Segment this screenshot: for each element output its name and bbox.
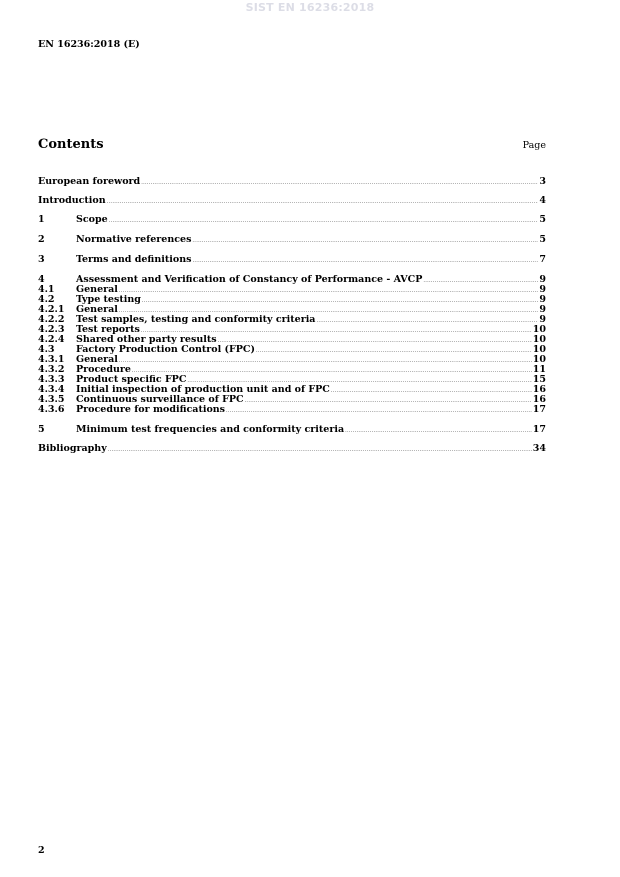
toc-entry-title: Test reports [76,324,140,335]
toc-entry-page: 17 [532,424,546,435]
document-id: EN 16236:2018 (E) [38,39,140,50]
toc-entry-page: 3 [539,176,546,187]
toc-entry-bibliography[interactable] [38,444,546,454]
toc-entry-page: 10 [532,334,546,345]
toc-entry-page: 11 [532,364,546,375]
toc-entry-scope[interactable] [38,215,546,225]
toc-entry-page: 10 [532,354,546,365]
toc-entry-page: 5 [539,234,546,245]
toc-leader-dots [107,197,539,207]
toc-leader-dots [256,346,532,356]
page-column-label: Page [522,140,546,151]
toc-entry-title: Procedure for modifications [76,404,226,415]
toc-leader-dots [423,276,538,286]
toc-entry-title: Terms and definitions [76,254,192,265]
toc-entry-terms-and-definitions[interactable] [38,255,546,265]
toc-entry-4-3-6[interactable] [38,405,546,415]
toc-entry-page: 9 [539,304,546,315]
toc-entry-number: 4.3 [38,344,55,355]
toc-entry-title: Minimum test frequencies and conformity criteria [76,424,345,435]
toc-entry-number: 4.2 [38,294,55,305]
toc-entry-minimum-test-frequencies[interactable] [38,425,546,435]
toc-entry-number: 4.1 [38,284,55,295]
toc-leader-dots [245,396,532,406]
toc-entry-number: 5 [38,424,45,435]
toc-entry-number: 4.3.1 [38,354,65,365]
toc-leader-dots [226,406,532,416]
toc-entry-normative-references[interactable] [38,235,546,245]
toc-entry-page: 15 [532,374,546,385]
toc-entry-page: 7 [539,254,546,265]
toc-leader-dots [142,296,539,306]
toc-entry-number: 4.2.1 [38,304,65,315]
toc-entry-number: 4.3.2 [38,364,65,375]
toc-leader-dots [119,356,532,366]
toc-entry-introduction[interactable] [38,196,546,206]
toc-entry-title: Scope [76,214,108,225]
toc-entry-title: Assessment and Verification of Constancy of Performance - AVCP [76,274,423,285]
toc-entry-page: 10 [532,324,546,335]
toc-leader-dots [345,426,532,436]
toc-entry-page: 9 [539,314,546,325]
toc-entry-title: Continuous surveillance of FPC [76,394,244,405]
toc-entry-number: 4.2.3 [38,324,65,335]
toc-entry-number: 1 [38,214,45,225]
toc-leader-dots [316,316,538,326]
toc-entry-title: General [76,304,118,315]
toc-entry-title: Type testing [76,294,141,305]
table-of-contents [38,177,546,454]
toc-entry-title: General [76,284,118,295]
toc-entry-european-foreword[interactable] [38,177,546,187]
toc-entry-page: 5 [539,214,546,225]
toc-entry-page: 16 [532,384,546,395]
toc-entry-title: Product specific FPC [76,374,187,385]
toc-leader-dots [331,386,532,396]
toc-entry-title: Test samples, testing and conformity criteria [76,314,316,325]
toc-entry-page: 4 [539,195,546,206]
toc-entry-title: Bibliography [38,443,107,454]
toc-entry-number: 4.2.4 [38,334,65,345]
toc-leader-dots [192,236,538,246]
toc-entry-title: Factory Production Control (FPC) [76,344,255,355]
toc-entry-number: 4.2.2 [38,314,65,325]
toc-entry-page: 9 [539,294,546,305]
toc-entry-title: Shared other party results [76,334,217,345]
toc-entry-number: 3 [38,254,45,265]
toc-entry-page: 10 [532,344,546,355]
toc-leader-dots [192,256,538,266]
toc-leader-dots [108,445,532,455]
toc-entry-number: 4.3.3 [38,374,65,385]
toc-entry-page: 34 [532,443,546,454]
toc-entry-number: 4.3.4 [38,384,65,395]
toc-entry-title: Procedure [76,364,131,375]
watermark: SIST EN 16236:2018 [245,1,375,14]
toc-leader-dots [141,178,538,188]
toc-entry-page: 16 [532,394,546,405]
toc-entry-title: General [76,354,118,365]
page-number: 2 [38,845,45,856]
toc-leader-dots [109,216,539,226]
contents-heading: Contents [38,137,104,152]
toc-entry-number: 2 [38,234,45,245]
toc-leader-dots [218,336,532,346]
toc-entry-page: 17 [532,404,546,415]
toc-entry-number: 4 [38,274,45,285]
toc-entry-page: 9 [539,284,546,295]
toc-leader-dots [119,286,538,296]
toc-entry-page: 9 [539,274,546,285]
toc-leader-dots [132,366,532,376]
toc-entry-title: Introduction [38,195,106,206]
toc-entry-title: Normative references [76,234,192,245]
toc-entry-title: European foreword [38,176,141,187]
toc-entry-title: Initial inspection of production unit and of FPC [76,384,330,395]
toc-entry-number: 4.3.6 [38,404,65,415]
toc-entry-number: 4.3.5 [38,394,65,405]
